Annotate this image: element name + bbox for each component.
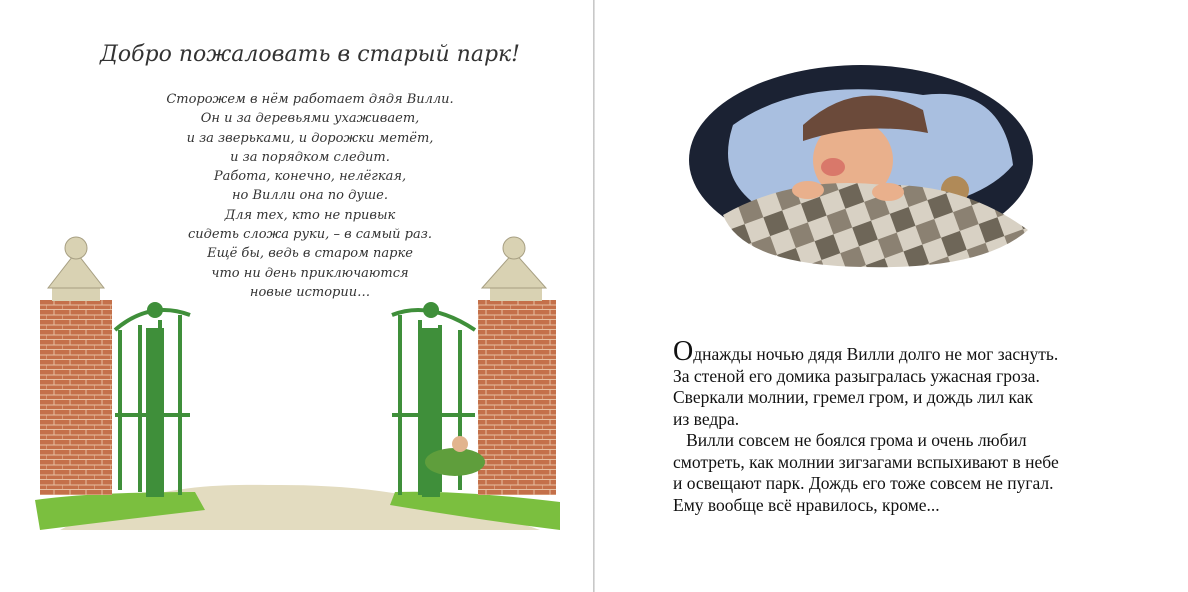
story-line: Ему вообще всё нравилось, кроме... [673, 494, 940, 515]
intro-line: Для тех, кто не привык [224, 207, 396, 223]
willy-in-bed-illustration [683, 55, 1038, 275]
page-title: Добро пожаловать в старый парк! [99, 42, 521, 67]
intro-line: Ещё бы, ведь в старом парке [207, 246, 413, 262]
story-line: смотреть, как молнии зигзагами вспыхивают в небе [673, 451, 1059, 472]
left-brick-pillar [40, 237, 112, 495]
story-line: и освещают парк. Дождь его тоже совсем не пугал. [673, 473, 1054, 493]
story-line: За стеной его домика разыгралась ужасная гроза. [673, 365, 1040, 386]
intro-line: новые истории… [249, 284, 371, 300]
drop-cap: О [673, 336, 694, 367]
intro-line: Работа, конечно, нелёгкая, [213, 169, 407, 185]
right-brick-pillar [478, 237, 556, 495]
story-text [673, 336, 1133, 516]
intro-line: Сторожем в нём работает дядя Вилли. [166, 92, 454, 107]
story-line: Вилли совсем не боялся грома и очень любил [673, 430, 1027, 450]
story-line: Сверкали молнии, гремел гром, и дождь лил как [673, 387, 1033, 407]
story-line-first [673, 336, 1133, 367]
right-page [595, 0, 1188, 592]
intro-line: сидеть сложа руки, – в самый раз. [188, 227, 432, 243]
intro-line: но Вилли она по душе. [231, 188, 389, 204]
story-line: из ведра. [673, 408, 740, 429]
intro-line: и за зверьками, и дорожки метёт, [186, 130, 434, 146]
gardener-figure [425, 448, 485, 476]
intro-line: и за порядком следит. [230, 149, 390, 165]
intro-line: Он и за деревьями ухаживает, [200, 111, 420, 127]
story-line: днажды ночью дядя Вилли долго не мог заснуть. [693, 344, 1059, 364]
left-iron-gate [115, 304, 190, 495]
park-gate-illustration [30, 230, 570, 540]
intro-line: что ни день приключаются [211, 265, 409, 281]
